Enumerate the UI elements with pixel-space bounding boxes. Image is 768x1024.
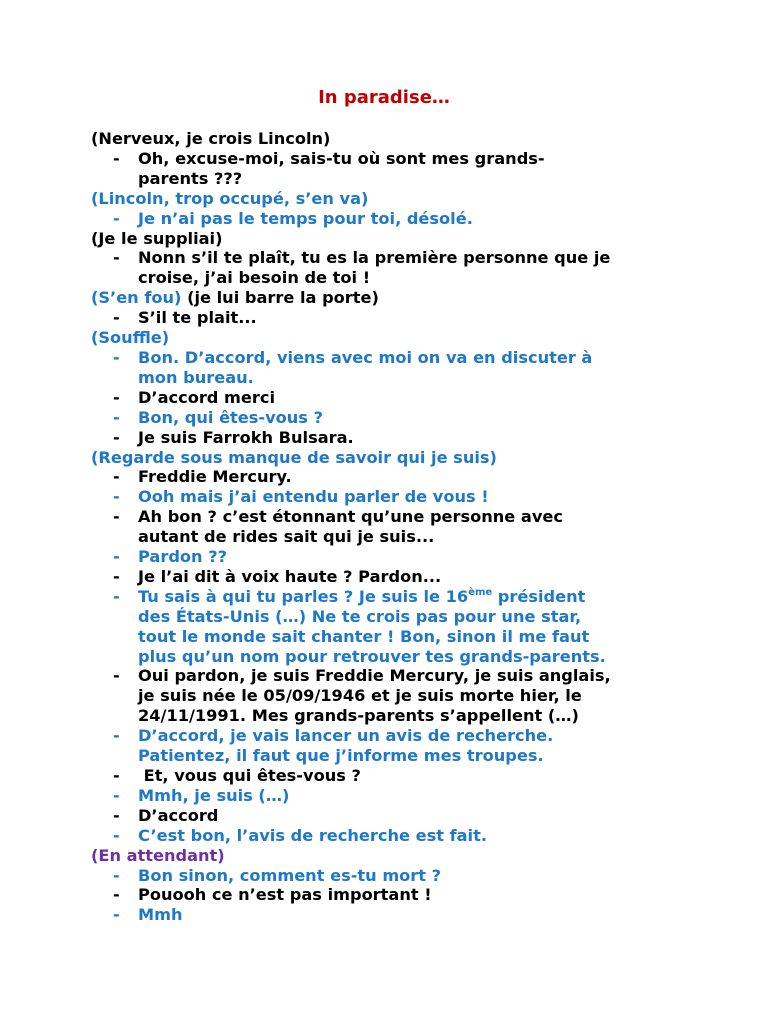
- dialogue-line: [91, 487, 691, 507]
- dialogue-text: autant de rides sait qui je suis...: [138, 527, 435, 547]
- stage-direction-part: (S’en fou): [91, 288, 182, 308]
- dialogue-text: Oui pardon, je suis Freddie Mercury, je suis anglais,: [138, 666, 611, 686]
- stage-direction: (Lincoln, trop occupé, s’en va): [91, 188, 369, 208]
- dash-bullet: -: [113, 387, 120, 407]
- dialogue-text: croise, j’ai besoin de toi !: [138, 268, 371, 288]
- dialogue-line: [91, 806, 691, 826]
- dialogue-line: [91, 507, 691, 547]
- dialogue-text: Patientez, il faut que j’informe mes troupes.: [138, 746, 544, 766]
- dash-bullet: -: [113, 347, 120, 367]
- dialogue-text: Et, vous qui êtes-vous ?: [138, 766, 361, 785]
- dialogue-content: [91, 129, 691, 925]
- dash-bullet: -: [113, 487, 120, 507]
- dash-bullet: -: [113, 865, 120, 885]
- stage-direction: (Nerveux, je crois Lincoln): [91, 129, 331, 148]
- page-title: In paradise…: [318, 87, 450, 108]
- dialogue-text: Je n’ai pas le temps pour toi, désolé.: [138, 208, 473, 228]
- dash-bullet: -: [113, 148, 120, 168]
- dash-bullet: -: [113, 785, 120, 805]
- dialogue-text: D’accord merci: [138, 387, 276, 407]
- stage-direction: (Souffle): [91, 328, 170, 348]
- dialogue-line: [91, 905, 691, 925]
- dash-bullet: -: [113, 547, 120, 567]
- dash-bullet: -: [113, 726, 120, 746]
- stage-direction: (En attendant): [91, 845, 225, 865]
- dialogue-text: Mmh: [138, 905, 183, 925]
- dialogue-text: parents ???: [138, 168, 243, 188]
- dialogue-line: [91, 149, 691, 189]
- dialogue-line: [91, 766, 691, 786]
- dialogue-line: [91, 567, 691, 587]
- dash-bullet: -: [113, 566, 120, 586]
- dialogue-text: Ooh mais j’ai entendu parler de vous !: [138, 487, 489, 507]
- dash-bullet: -: [113, 208, 120, 228]
- dash-bullet: -: [113, 805, 120, 825]
- dash-bullet: -: [113, 407, 120, 427]
- ordinal-superscript: ème: [468, 586, 493, 598]
- dialogue-text: S’il te plait...: [138, 308, 257, 328]
- dialogue-line: [91, 866, 691, 886]
- dash-bullet: -: [113, 248, 120, 268]
- dash-bullet: -: [113, 766, 120, 785]
- dialogue-line: [91, 348, 691, 388]
- dialogue-text: Je suis Farrokh Bulsara.: [138, 427, 354, 447]
- dialogue-text: plus qu’un nom pour retrouver tes grands-parents.: [138, 646, 606, 666]
- dialogue-line: [91, 209, 691, 229]
- dialogue-text: tout le monde sait chanter ! Bon, sinon il me faut: [138, 626, 590, 646]
- dash-bullet: -: [113, 308, 120, 328]
- dialogue-text: Nonn s’il te plaît, tu es la première personne que je: [138, 248, 611, 268]
- dialogue-text: Oh, excuse-moi, sais-tu où sont mes grands-: [138, 148, 545, 168]
- dialogue-line: [91, 587, 691, 667]
- dialogue-text: mon bureau.: [138, 367, 254, 387]
- dash-bullet: -: [113, 825, 120, 845]
- dialogue-line: [91, 786, 691, 806]
- dialogue-text: je suis née le 05/09/1946 et je suis morte hier, le: [138, 686, 582, 706]
- dialogue-line: [91, 885, 691, 905]
- dialogue-text: Freddie Mercury.: [138, 467, 292, 487]
- dialogue-text: C’est bon, l’avis de recherche est fait.: [138, 825, 487, 845]
- dialogue-line: [91, 248, 691, 288]
- dialogue-text-part: président: [492, 586, 586, 606]
- dialogue-text: [138, 587, 691, 607]
- stage-direction: [91, 288, 691, 308]
- dialogue-text: Pouooh ce n’est pas important !: [138, 885, 432, 905]
- dash-bullet: -: [113, 467, 120, 487]
- dash-bullet: -: [113, 885, 120, 905]
- dialogue-text: D’accord, je vais lancer un avis de recherche.: [138, 726, 554, 746]
- dialogue-line: [91, 467, 691, 487]
- dialogue-text: 24/11/1991. Mes grands-parents s’appellent (…): [138, 706, 579, 726]
- dialogue-line: [91, 547, 691, 567]
- dialogue-text: Ah bon ? c’est étonnant qu’une personne avec: [138, 507, 563, 527]
- stage-direction: (Regarde sous manque de savoir qui je suis): [91, 447, 497, 467]
- dialogue-line: [91, 408, 691, 428]
- dialogue-text-part: Tu sais à qui tu parles ? Je suis le 16: [138, 586, 469, 606]
- dash-bullet: -: [113, 905, 120, 925]
- dialogue-line: [91, 388, 691, 408]
- dialogue-text: D’accord: [138, 805, 219, 825]
- dialogue-line: [91, 826, 691, 846]
- dash-bullet: -: [113, 666, 120, 686]
- stage-direction-part: (je lui barre la porte): [181, 288, 379, 308]
- dialogue-line: [91, 308, 691, 328]
- dialogue-text: Bon sinon, comment es-tu mort ?: [138, 865, 442, 885]
- dialogue-line: [91, 726, 691, 766]
- dialogue-line: [91, 428, 691, 448]
- dash-bullet: -: [113, 507, 120, 527]
- dialogue-text: Je l’ai dit à voix haute ? Pardon...: [138, 566, 442, 586]
- dash-bullet: -: [113, 586, 120, 606]
- dialogue-text: Bon. D’accord, viens avec moi on va en discuter à: [138, 347, 593, 367]
- dialogue-text: Mmh, je suis (…): [138, 785, 290, 805]
- dash-bullet: -: [113, 427, 120, 447]
- stage-direction: (Je le suppliai): [91, 228, 223, 248]
- dialogue-text: Bon, qui êtes-vous ?: [138, 407, 323, 427]
- dialogue-line: [91, 666, 691, 726]
- dialogue-text: des États-Unis (…) Ne te crois pas pour une star,: [138, 606, 582, 626]
- dialogue-text: Pardon ??: [138, 547, 227, 567]
